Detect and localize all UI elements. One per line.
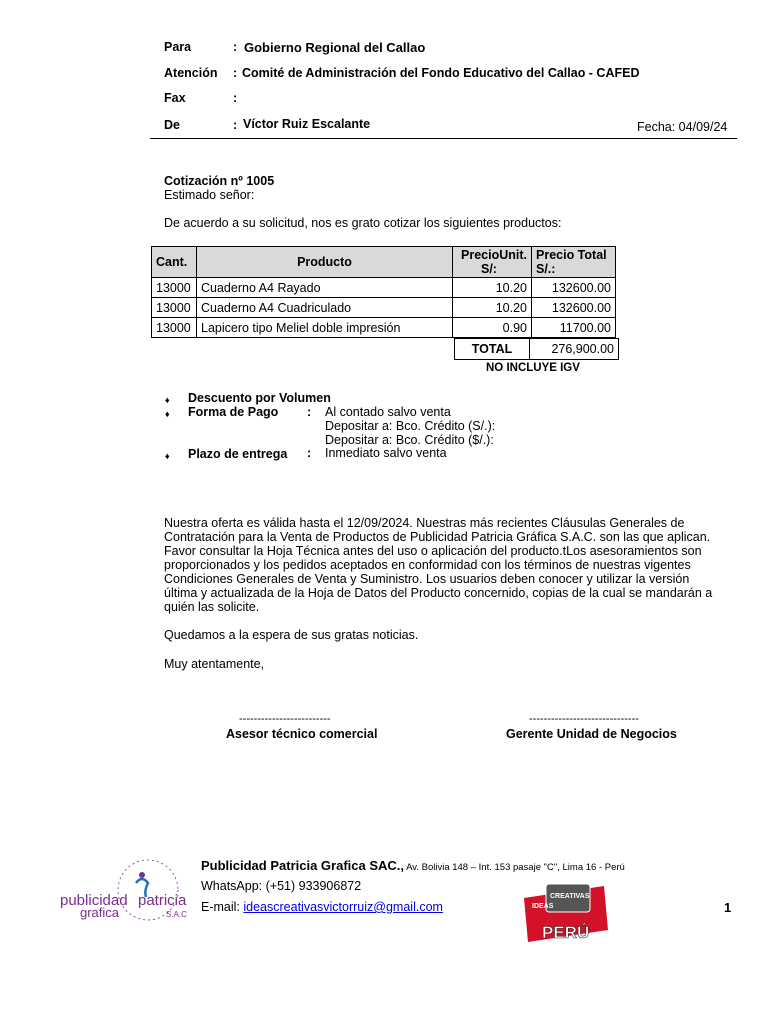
bullet-icon: ♦ xyxy=(165,451,170,461)
plazo-value: Inmediato salvo venta xyxy=(325,446,447,460)
logo-text-patricia: patricia xyxy=(138,892,187,909)
col-precio-unit-line2: S/: xyxy=(481,262,497,276)
despedida-text: Muy atentamente, xyxy=(164,657,265,671)
col-precio-total xyxy=(532,247,616,278)
logo-text-sac: S.A.C xyxy=(166,910,187,919)
ideas-creativas-badge xyxy=(518,878,610,948)
bullet-icon: ♦ xyxy=(165,395,170,405)
row-total-price: 132600.00 xyxy=(532,298,616,318)
products-table xyxy=(151,246,616,338)
logo-text-publicidad: publicidad xyxy=(60,892,128,909)
logo-text-grafica: grafica xyxy=(80,905,120,920)
oferta-paragraph xyxy=(164,516,739,614)
footer-email-line xyxy=(201,900,443,914)
row-producto: Cuaderno A4 Rayado xyxy=(197,278,453,298)
greeting: Estimado señor: xyxy=(164,188,255,202)
badge-text-ideas: IDEAS xyxy=(532,903,554,910)
row-unit-price: 0.90 xyxy=(453,318,532,338)
cotizacion-number: Cotización nº 1005 xyxy=(164,174,275,188)
forma-pago-label: Forma de Pago xyxy=(188,405,279,419)
de-label: De xyxy=(164,118,180,132)
row-unit-price: 10.20 xyxy=(453,298,532,318)
deposito-dolares: Depositar a: Bco. Crédito ($/.): xyxy=(325,433,494,447)
total-box xyxy=(454,338,619,360)
signature-line-1: ------------------------- xyxy=(239,713,331,725)
row-total-price: 11700.00 xyxy=(532,318,616,338)
oferta-line: proporcionados y los pedidos aceptados en conformidad con los términos de nuestras vigentes xyxy=(164,558,691,572)
total-label: TOTAL xyxy=(455,339,530,359)
col-precio-unit-line1: PrecioUnit. xyxy=(461,248,527,262)
forma-pago-value: Al contado salvo venta xyxy=(325,405,451,419)
page-number: 1 xyxy=(724,900,732,915)
para-colon: : xyxy=(233,40,238,54)
descuento-label: Descuento por Volumen xyxy=(188,391,331,405)
oferta-line: Contratación para la Venta de Productos de Publicidad Patricia Gráfica S.A.C. son las que aplican. xyxy=(164,530,711,544)
footer-address: Av. Bolivia 148 – Int. 153 pasaje "C", Lima 16 - Perú xyxy=(404,862,625,873)
oferta-line: quién las solicite. xyxy=(164,600,260,614)
col-precio-unit xyxy=(453,247,532,278)
col-cant: Cant. xyxy=(152,247,197,278)
col-producto: Producto xyxy=(197,247,453,278)
signature-label-2: Gerente Unidad de Negocios xyxy=(506,727,677,741)
para-label: Para xyxy=(164,40,192,54)
row-total-price: 132600.00 xyxy=(532,278,616,298)
intro-text: De acuerdo a su solicitud, nos es grato cotizar los siguientes productos: xyxy=(164,216,562,230)
bullet-icon: ♦ xyxy=(165,409,170,419)
row-producto: Lapicero tipo Meliel doble impresión xyxy=(197,318,453,338)
forma-pago-colon: : xyxy=(307,405,312,419)
de-value: Víctor Ruiz Escalante xyxy=(243,117,371,131)
fax-colon: : xyxy=(233,91,238,105)
row-cant: 13000 xyxy=(152,298,197,318)
atencion-colon: : xyxy=(233,66,238,80)
oferta-line: Condiciones Generales de Venta y Suministro. Los usuarios deben conocer y utilizar la versión xyxy=(164,572,690,586)
atencion-value: Comité de Administración del Fondo Educativo del Callao - CAFED xyxy=(242,66,640,80)
oferta-line: Favor consultar la Hoja Técnica antes del uso o aplicación del producto.tLos asesoramientos son xyxy=(164,544,702,558)
table-row xyxy=(152,298,616,318)
plazo-colon: : xyxy=(307,446,312,460)
plazo-label: Plazo de entrega xyxy=(188,447,288,461)
row-unit-price: 10.20 xyxy=(453,278,532,298)
oferta-line: última y actualizada de la Hoja de Datos del Producto concernido, copias de la cual se mandarán a xyxy=(164,586,713,600)
para-value: Gobierno Regional del Callao xyxy=(244,40,426,55)
table-row xyxy=(152,318,616,338)
footer-whatsapp: WhatsApp: (+51) 933906872 xyxy=(201,879,362,893)
badge-text-creativas: CREATIVAS xyxy=(550,893,590,900)
header-rule xyxy=(150,138,737,139)
table-row xyxy=(152,278,616,298)
espera-text: Quedamos a la espera de sus gratas noticias. xyxy=(164,628,419,642)
signature-line-2: ------------------------------ xyxy=(529,713,639,725)
table-header-row xyxy=(152,247,616,278)
footer-company-line xyxy=(201,858,625,873)
col-precio-total-line1: Precio Total xyxy=(536,248,607,262)
deposito-soles: Depositar a: Bco. Crédito (S/.): xyxy=(325,419,496,433)
de-colon: : xyxy=(233,118,238,132)
oferta-line: Nuestra oferta es válida hasta el 12/09/2024. Nuestras más recientes Cláusulas Generales de xyxy=(164,516,685,530)
company-logo xyxy=(58,855,193,935)
col-precio-total-line2: S/.: xyxy=(536,262,556,276)
footer-email-link[interactable]: ideascreativasvictorruiz@gmail.com xyxy=(243,900,443,914)
row-cant: 13000 xyxy=(152,278,197,298)
fecha: Fecha: 04/09/24 xyxy=(637,120,728,134)
atencion-label: Atención xyxy=(164,66,218,80)
igv-note: NO INCLUYE IGV xyxy=(486,362,580,374)
total-value: 276,900.00 xyxy=(551,342,614,356)
signature-label-1: Asesor técnico comercial xyxy=(226,727,378,741)
fax-label: Fax xyxy=(164,91,186,105)
row-cant: 13000 xyxy=(152,318,197,338)
footer-company: Publicidad Patricia Grafica SAC., xyxy=(201,858,405,873)
logo-head-icon xyxy=(139,872,145,878)
badge-text-peru: PERÚ xyxy=(542,923,590,942)
footer-email-label: E-mail: xyxy=(201,900,244,914)
row-producto: Cuaderno A4 Cuadriculado xyxy=(197,298,453,318)
